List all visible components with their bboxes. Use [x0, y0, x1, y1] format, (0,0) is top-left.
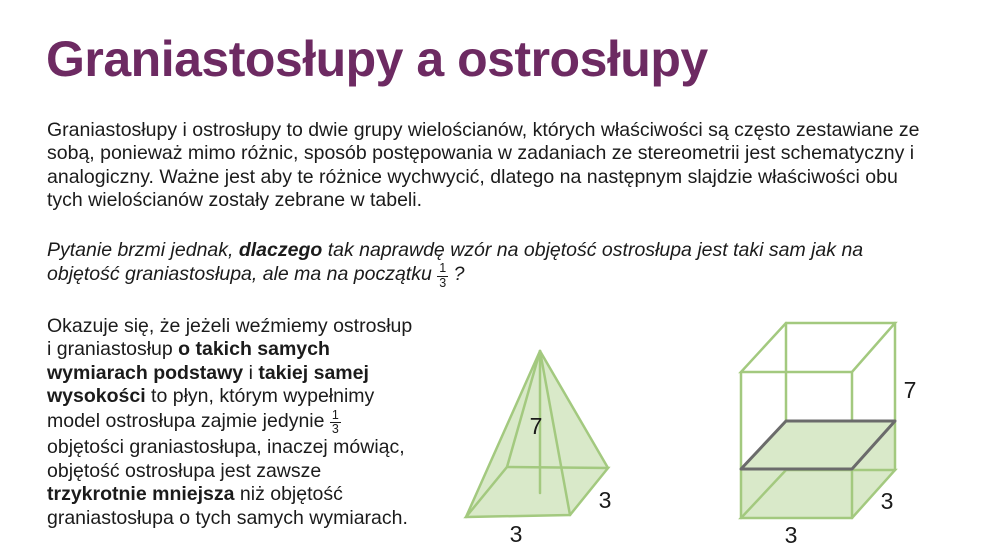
emphasis-dlaczego: dlaczego	[238, 239, 323, 261]
explanation-paragraph: Okazuje się, że jeżeli weźmiemy ostrosłup i graniastosłup o takich samych wymiarach podstawy i takiej samej wysokości to płyn, którym wypełnimy model ostrosłupa zajmie jedynie $\frac{1}{3}$ objętości graniastosłupa, inaczej mówiąc, objętość ostrosłupa jest zawsze trzykrotnie mniejsza niż objętość graniastosłupa o tych samych wymiarach.	[47, 315, 413, 529]
pyramid-side-label: 3	[598, 487, 612, 513]
fraction-one-third: $\frac{1}{3}$	[439, 261, 447, 291]
pyramid-figure	[438, 333, 653, 549]
intro-line-2: sobą, ponieważ mimo różnic, sposób postępowania w zadaniach ze stereometrii jest schematyczny i	[47, 142, 915, 165]
page-title: Graniastosłupy a ostrosłupy	[46, 31, 708, 87]
intro-line-3: analogiczny. Ważne jest aby te różnice wychwycić, dlatego na następnym slajdzie właściwości obu	[47, 165, 898, 188]
pyramid-height-label: 7	[529, 413, 543, 439]
question-line-2: objętość graniastosłupa, ale ma na początku $\frac{1}{3}$ ?	[47, 261, 465, 291]
intro-line-4: tych wielościanów zostały zebrane w tabeli.	[47, 189, 423, 212]
question-line-1: Pytanie brzmi jednak, dlaczego tak naprawdę wzór na objętość ostrosłupa jest taki sam jak na	[47, 239, 864, 261]
intro-line-1: Graniastosłupy i ostrosłupy to dwie grupy wielościanów, których właściwości są często zestawiane ze	[47, 119, 920, 141]
intro-paragraph	[47, 119, 919, 213]
prism-side-label: 3	[880, 488, 894, 514]
prism-figure	[713, 300, 948, 550]
pyramid-front-label: 3	[509, 521, 523, 547]
prism-height-label: 7	[903, 377, 917, 403]
emphasis-trzykrotnie: trzykrotnie mniejsza	[47, 483, 235, 506]
fraction-one-third: $\frac{1}{3}$	[331, 407, 339, 437]
prism-front-label: 3	[784, 522, 798, 548]
prism-top-face	[741, 323, 895, 372]
question-paragraph	[47, 239, 863, 290]
